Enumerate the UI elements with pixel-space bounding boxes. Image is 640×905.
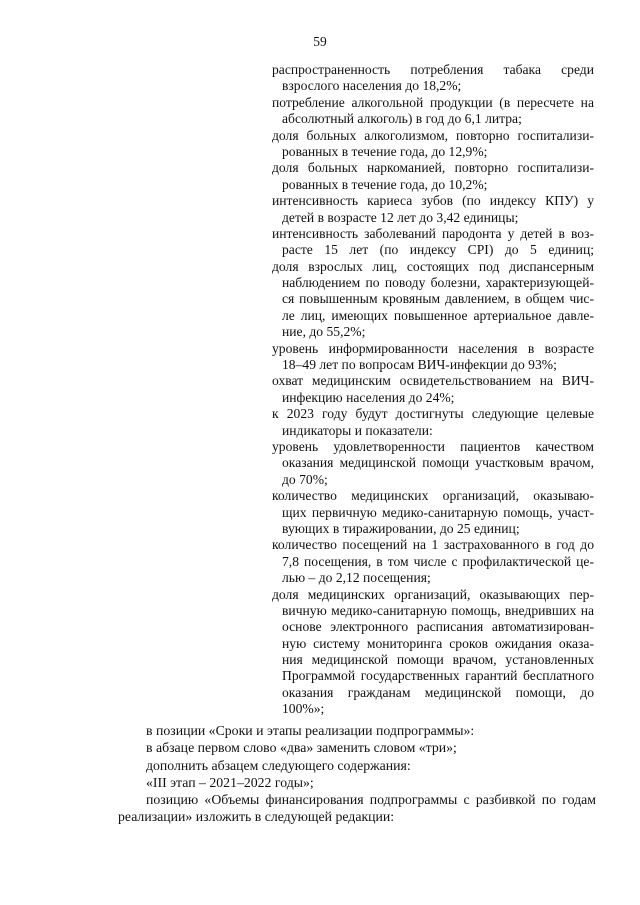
text-line: 18–49 лет по вопросам ВИЧ-инфекции до 93%; xyxy=(282,357,557,373)
main-body-text xyxy=(118,722,596,826)
text-line: взрослого населения до 18,2%; xyxy=(282,78,462,94)
text-line: наблюдением по поводу болезни, характеризующей- xyxy=(282,275,594,291)
text-line: ную систему мониторинга сроков ожидания оказа- xyxy=(282,635,594,651)
text-line: реализации» изложить в следующей редакции: xyxy=(118,809,395,825)
text-line: рованных в течение года, до 12,9%; xyxy=(282,143,488,159)
text-line: дополнить абзацем следующего содержания: xyxy=(146,757,411,773)
text-line: к 2023 году будут достигнуты следующие целевые xyxy=(272,406,594,422)
text-line: распространенность потребления табака среди xyxy=(272,62,594,77)
text-line: оказания медицинской помощи участковым врачом, xyxy=(282,455,594,471)
text-line: лью – до 2,12 посещения; xyxy=(282,570,431,586)
text-line: ле лиц, имеющих повышенное артериальное давле- xyxy=(282,307,594,323)
text-line: позицию «Объемы финансирования подпрограммы с разбивкой по годам xyxy=(146,792,596,808)
text-line: детей в возрасте 12 лет до 3,42 единицы; xyxy=(282,209,519,225)
text-line: абсолютный алкоголь) в год до 6,1 литра; xyxy=(282,111,522,127)
text-line: доля медицинских организаций, оказывающих пер- xyxy=(272,586,594,602)
text-line: инфекцию населения до 24%; xyxy=(282,389,455,405)
text-line: уровень удовлетворенности пациентов качеством xyxy=(272,438,594,454)
text-line: рованных в течение года, до 10,2%; xyxy=(282,176,488,192)
text-line: интенсивность кариеса зубов (по индексу КПУ) у xyxy=(272,193,594,209)
text-line: доля больных алкоголизмом, повторно госпитализи- xyxy=(272,127,594,143)
text-line: доля больных наркоманией, повторно госпитализи- xyxy=(272,160,594,176)
text-line: количество посещений на 1 застрахованного в год до xyxy=(272,537,594,553)
text-line: 100%»; xyxy=(282,701,325,717)
text-line: в абзаце первом слово «два» заменить словом «три»; xyxy=(146,740,457,756)
text-line: Программой государственных гарантий бесплатного xyxy=(282,668,594,684)
text-line: 7,8 посещения, в том числе с профилактической це- xyxy=(282,553,594,569)
text-line: вующих в тиражировании, до 25 единиц; xyxy=(282,520,520,536)
text-line: ния медицинской помощи врачом, установленных xyxy=(282,652,594,668)
text-line: ние, до 55,2%; xyxy=(282,324,366,340)
text-line: доля взрослых лиц, состоящих под диспансерным xyxy=(272,258,594,274)
text-line: охват медицинским освидетельствованием на ВИЧ- xyxy=(272,373,594,389)
text-line: оказания гражданам медицинской помощи, до xyxy=(282,684,594,700)
text-line: интенсивность заболеваний пародонта у детей в воз- xyxy=(272,225,594,241)
text-line: индикаторы и показатели: xyxy=(282,422,433,438)
text-line: основе электронного расписания автоматизирован- xyxy=(282,619,594,635)
text-line: уровень информированности населения в возрасте xyxy=(272,340,594,356)
text-line: в позиции «Сроки и этапы реализации подпрограммы»: xyxy=(146,723,475,738)
text-line: до 70%; xyxy=(282,471,328,487)
page-number: 59 xyxy=(313,34,327,49)
text-line: «III этап – 2021–2022 годы»; xyxy=(146,774,314,790)
text-line: вичную медико-санитарную помощь, внедривших на xyxy=(282,602,594,618)
text-line: количество медицинских организаций, оказываю- xyxy=(272,488,594,504)
right-column-text xyxy=(272,62,594,718)
text-line: щих первичную медико-санитарную помощь, участ- xyxy=(282,504,594,520)
text-line: потребление алкогольной продукции (в пересчете на xyxy=(272,94,594,110)
text-line: ся повышенным кровяным давлением, в общем чис- xyxy=(282,291,594,307)
text-line: расте 15 лет (по индексу СPI) до 5 единиц; xyxy=(282,242,594,258)
